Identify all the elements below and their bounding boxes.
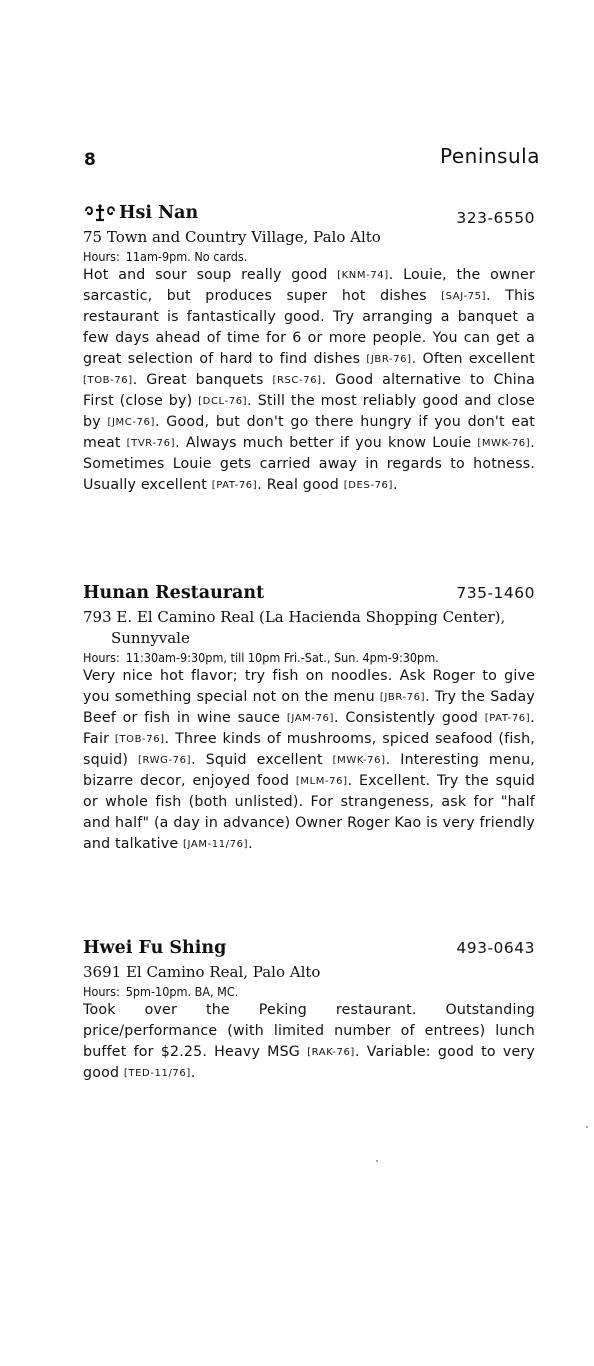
hours-value: 11:30am-9:30pm, till 10pm Fri.-Sat., Sun. 4pm-9:30pm. — [125, 650, 439, 665]
entry-header — [83, 583, 535, 607]
entry-header — [83, 938, 535, 962]
review-text — [83, 666, 535, 855]
restaurant-entry — [83, 938, 535, 1084]
reviewer-citation: [TVR-76] — [126, 438, 176, 449]
review-segment: . Fair — [83, 710, 535, 747]
review-segment: . Great banquets — [132, 372, 273, 388]
review-segment: . — [190, 1065, 196, 1081]
restaurant-entry — [83, 583, 535, 855]
scan-speck — [376, 1160, 378, 1162]
hours-value: 5pm-10pm. BA, MC. — [125, 984, 239, 999]
review-segment: Very nice hot flavor; try fish on noodles. Ask Roger to give you something special not on the menu — [83, 668, 535, 705]
reviewer-citation: [MWK-76] — [332, 755, 386, 766]
reviewer-citation: [PAT-76] — [211, 480, 258, 491]
restaurant-address: 3691 El Camino Real, Palo Alto — [83, 963, 321, 981]
reviewer-citation: [TED-11/76] — [123, 1068, 191, 1079]
reviewer-citation: [JMC-76] — [107, 417, 155, 428]
review-segment: Took over the Peking restaurant. Outstanding price/performance (with limited number of entrees) lunch buffet for $2.25. Heavy MSG — [83, 1002, 535, 1060]
restaurant-name-wrap — [83, 203, 198, 223]
reviewer-citation: [DCL-76] — [198, 396, 248, 407]
review-segment: . Often excellent — [411, 351, 535, 367]
reviewer-citation: [RWG-76] — [137, 755, 192, 766]
review-segment: . Good alternative to China First (close by) — [83, 372, 536, 409]
restaurant-name: Hwei Fu Shing — [83, 938, 227, 958]
restaurant-address: 75 Town and Country Village, Palo Alto — [83, 228, 381, 246]
page-number: 8 — [84, 150, 96, 170]
reviewer-citation: [RAK-76] — [307, 1047, 355, 1058]
hours-value: 11am-9pm. No cards. — [125, 249, 248, 264]
review-segment: . Squid excellent — [191, 752, 333, 768]
reviewer-citation: [SAJ-75] — [441, 291, 487, 302]
reviewer-citation: [PAT-76] — [484, 713, 531, 724]
review-segment: . — [248, 836, 253, 852]
restaurant-hours — [83, 649, 535, 666]
restaurant-name-wrap — [83, 938, 226, 958]
review-segment: . Real good — [257, 477, 344, 493]
hours-label: Hours: — [83, 984, 120, 999]
phone-number: 493-0643 — [456, 939, 535, 957]
entry-header — [83, 203, 535, 227]
review-segment: . Sometimes Louie gets carried away in regards to hotness. Usually excellent — [83, 435, 535, 493]
restaurant-hours — [83, 248, 535, 265]
reviewer-citation: [JAM-11/76] — [183, 839, 249, 850]
review-segment: . This restaurant is fantastically good. Try arranging a banquet a few days ahead of time for 6 or more people. You can get a great selection of hard to find dishes — [83, 288, 536, 367]
review-text — [83, 265, 535, 496]
review-segment: . Louie, the owner sarcastic, but produces super hot dishes — [83, 267, 535, 304]
restaurant-name: Hsi Nan — [119, 203, 199, 223]
review-segment: . Three kinds of mushrooms, spiced seafood (fish, squid) — [83, 731, 535, 768]
reviewer-citation: [MLM-76] — [295, 776, 348, 787]
restaurant-address: 793 E. El Camino Real (La Hacienda Shopping Center), Sunnyvale — [83, 608, 506, 647]
hours-label: Hours: — [83, 249, 120, 264]
restaurant-name-wrap — [83, 583, 264, 603]
section-title: Peninsula — [440, 144, 540, 168]
reviewer-citation: [TOB-76] — [114, 734, 165, 745]
reviewer-citation: [TOB-76] — [83, 375, 133, 386]
reviewer-citation: [JBR-76] — [379, 692, 426, 703]
review-segment: . Good, but don't go there hungry if you don't eat meat — [83, 414, 535, 451]
recommended-chef-icon — [83, 203, 117, 223]
restaurant-name: Hunan Restaurant — [83, 583, 265, 603]
review-segment: . Still the most reliably good and close by — [83, 393, 535, 430]
reviewer-citation: [JAM-76] — [286, 713, 335, 724]
phone-number: 735-1460 — [456, 584, 535, 602]
reviewer-citation: [MWK-76] — [477, 438, 531, 449]
review-segment: . Try the Saday Beef or fish in wine sauce — [83, 689, 535, 726]
reviewer-citation: [KNM-74] — [337, 270, 389, 281]
review-segment: Hot and sour soup really good — [83, 267, 338, 283]
scan-speck — [586, 1126, 588, 1128]
hours-label: Hours: — [83, 650, 120, 665]
review-segment: . Interesting menu, bizarre decor, enjoyed food — [83, 752, 535, 789]
phone-number: 323-6550 — [456, 209, 535, 227]
review-segment: . Always much better if you know Louie — [175, 435, 478, 451]
review-segment: . Variable: good to very good — [83, 1044, 536, 1081]
reviewer-citation: [JBR-76] — [366, 354, 412, 365]
review-segment: . Consistently good — [334, 710, 485, 726]
review-text — [83, 1000, 535, 1084]
reviewer-citation: [DES-76] — [343, 480, 393, 491]
review-segment: . Excellent. Try the squid or whole fish (both unlisted). For strangeness, ask for "half and half" (a day in advance) Owner Roger Kao is very friendly and talkative — [83, 773, 535, 852]
review-segment: . — [393, 477, 398, 493]
restaurant-hours — [83, 983, 535, 1000]
restaurant-entry — [83, 203, 535, 496]
reviewer-citation: [RSC-76] — [272, 375, 322, 386]
